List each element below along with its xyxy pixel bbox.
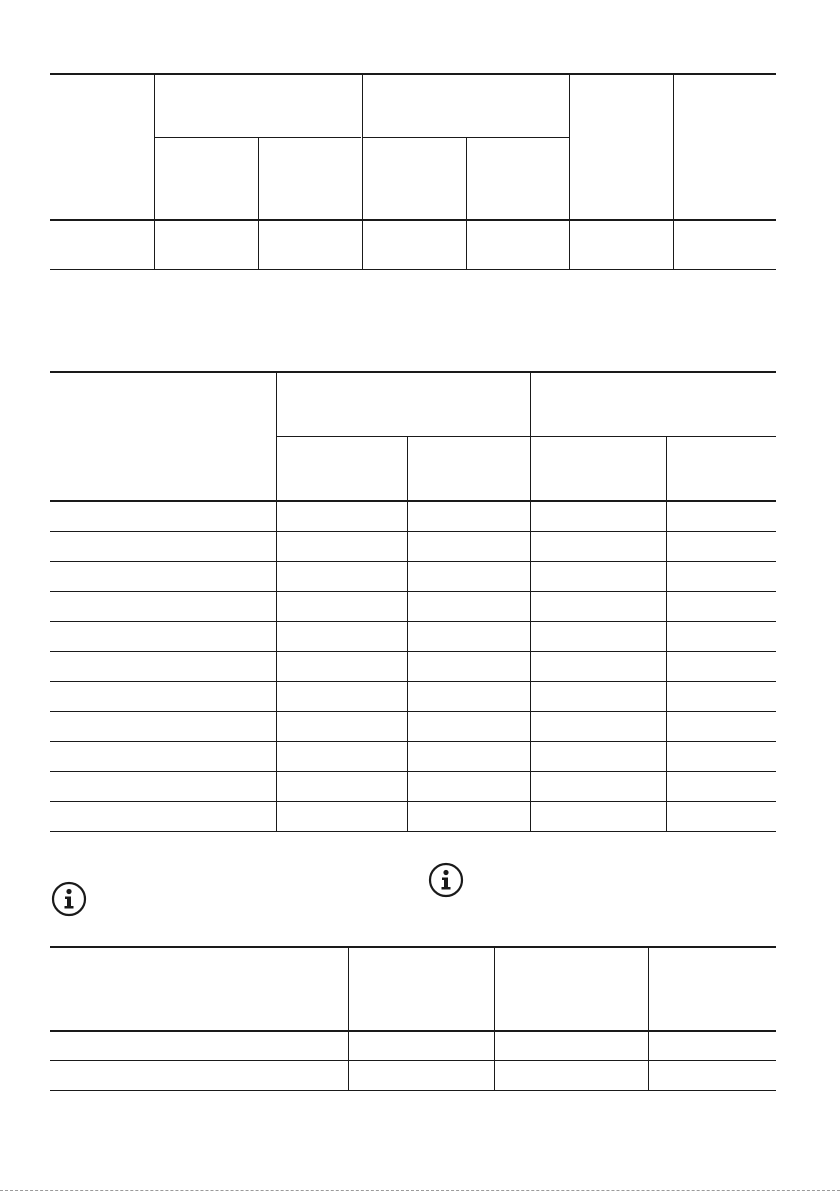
table-2-row-cell [531, 742, 666, 771]
table-2-row-cell [408, 532, 530, 561]
table-2-row-cell [277, 652, 407, 681]
table-2-row-cell [277, 682, 407, 711]
table-3 [50, 946, 776, 1092]
table-1-header-group [363, 75, 569, 137]
table-2-subheader-cell [408, 437, 530, 500]
table-2-row-cell [667, 532, 776, 561]
table-2-row-cell [531, 772, 666, 801]
table-2-row-cell [531, 562, 666, 591]
table-2-row-cell [531, 622, 666, 651]
table-2-row-rule [50, 831, 776, 832]
table-1-header-cell [50, 75, 154, 219]
table-2-subheader-cell [667, 437, 776, 500]
table-2-row-cell [277, 742, 407, 771]
table-2-header-group [277, 373, 530, 436]
table-2-row-cell [667, 682, 776, 711]
info-icon [428, 862, 464, 898]
table-2-row-cell [408, 772, 530, 801]
table-2-row-cell [50, 802, 276, 831]
table-2-row-cell [277, 802, 407, 831]
table-2-row-cell [531, 502, 666, 531]
table-2-header-group [531, 373, 776, 436]
table-2-row-cell [408, 592, 530, 621]
table-2-row-cell [277, 502, 407, 531]
table-2-row-cell [50, 652, 276, 681]
table-2-row-cell [667, 802, 776, 831]
table-3-row-cell [649, 1032, 776, 1060]
table-2-row-cell [667, 562, 776, 591]
table-2-row-cell [531, 652, 666, 681]
table-1-row-cell [363, 221, 466, 269]
table-2-row-cell [667, 772, 776, 801]
table-2-row-cell [408, 682, 530, 711]
table-3-row-cell [649, 1061, 776, 1090]
table-2-row-cell [408, 562, 530, 591]
table-2-row-cell [277, 592, 407, 621]
table-3-header-cell [50, 948, 348, 1030]
info-note-left-text [95, 881, 415, 921]
table-3-bottom-rule [50, 1090, 776, 1091]
table-1-row-cell [50, 221, 154, 269]
table-1-row-cell [570, 221, 673, 269]
table-2-row-cell [50, 622, 276, 651]
table-3-header-cell [495, 948, 648, 1030]
table-1-subheader-cell [467, 138, 569, 219]
table-3-row-cell [495, 1061, 648, 1090]
table-2-subheader-cell [531, 437, 666, 500]
table-2-row-cell [408, 712, 530, 741]
table-2-row-cell [531, 592, 666, 621]
table-2-row-cell [667, 742, 776, 771]
table-1-subheader-cell [259, 138, 362, 219]
table-1-row-cell [467, 221, 569, 269]
table-1-header-cell [674, 75, 776, 219]
table-2-row-cell [531, 682, 666, 711]
table-1-bottom-rule [50, 269, 776, 270]
table-2-row-cell [531, 712, 666, 741]
table-2-row-cell [277, 562, 407, 591]
table-2-row-cell [408, 502, 530, 531]
table-2-row-cell [50, 772, 276, 801]
table-1-row-cell [259, 221, 362, 269]
table-2-row-cell [50, 592, 276, 621]
table-3-row-cell [50, 1061, 348, 1090]
table-3-header-cell [349, 948, 494, 1030]
table-3-header-cell [649, 948, 776, 1030]
table-2-row-cell [408, 652, 530, 681]
table-2-row-cell [667, 502, 776, 531]
table-1-header-group [155, 75, 362, 137]
table-2-header-cell [50, 373, 276, 500]
table-2-row-cell [277, 532, 407, 561]
table-3-row-cell [349, 1061, 494, 1090]
table-2-row-cell [277, 712, 407, 741]
table-3-row-cell [349, 1032, 494, 1060]
table-1 [50, 73, 776, 271]
table-1-row-cell [674, 221, 776, 269]
table-2-row-cell [277, 622, 407, 651]
table-2 [50, 371, 776, 832]
table-2-row-cell [667, 712, 776, 741]
table-2-row-cell [408, 742, 530, 771]
table-1-subheader-cell [363, 138, 466, 219]
table-2-row-cell [667, 652, 776, 681]
table-2-row-cell [50, 712, 276, 741]
table-2-row-cell [50, 562, 276, 591]
table-1-subheader-cell [155, 138, 258, 219]
table-3-row-cell [495, 1032, 648, 1060]
table-2-row-cell [50, 502, 276, 531]
table-1-row-cell [155, 221, 258, 269]
table-2-row-cell [667, 592, 776, 621]
table-2-row-cell [408, 802, 530, 831]
table-2-row-cell [277, 772, 407, 801]
table-1-header-cell [570, 75, 673, 219]
table-2-row-cell [531, 532, 666, 561]
table-2-row-cell [50, 532, 276, 561]
info-icon [51, 881, 87, 917]
table-2-row-cell [408, 622, 530, 651]
table-3-row-cell [50, 1032, 348, 1060]
page-bottom-edge [0, 1190, 840, 1191]
table-2-subheader-cell [277, 437, 407, 500]
table-2-row-cell [531, 802, 666, 831]
info-note-right-text [472, 862, 772, 902]
table-2-row-cell [50, 682, 276, 711]
table-2-row-cell [667, 622, 776, 651]
table-2-row-cell [50, 742, 276, 771]
